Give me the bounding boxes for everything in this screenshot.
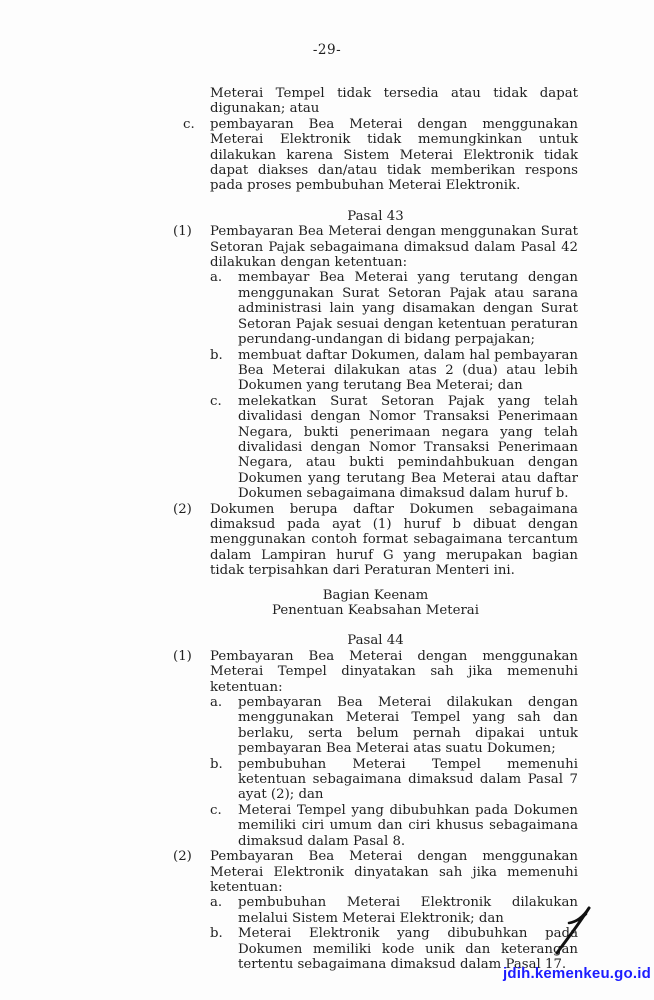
ayat-body	[210, 649, 578, 849]
ayat-text: Pembayaran Bea Meterai dengan menggunakan Surat Setoran Pajak sebagaimana dimaksud dalam Pasal 42 dilakukan dengan ketentuan:	[210, 224, 578, 271]
sub-item-text: Meterai Elektronik yang dibubuhkan pada Dokumen memiliki kode unik dan keterangan tertentu sebagaimana dimaksud dalam Pasal 17.	[238, 926, 578, 972]
sub-item-text: melekatkan Surat Setoran Pajak yang telah divalidasi dengan Nomor Transaksi Penerimaan Negara, bukti penerimaan negara yang telah divalidasi dengan Nomor Transaksi Penerimaan Negara, atau bukti pemindahbukuan dengan Dokumen yang terutang Bea Meterai atau daftar Dokumen sebagaimana dimaksud dalam huruf b.	[238, 393, 578, 502]
handwritten-paraf-icon	[549, 901, 597, 957]
ayat-row	[173, 849, 578, 972]
ayat-body	[210, 849, 578, 972]
ayat-number: (2)	[173, 849, 192, 865]
sub-item-label: c.	[210, 802, 222, 818]
list-item-label: c.	[183, 116, 195, 132]
sub-item-label: a.	[210, 270, 223, 286]
sub-item-text: membayar Bea Meterai yang terutang dengan menggunakan Surat Setoran Pajak atau sarana administrasi lain yang disamakan dengan Surat Setoran Pajak sesuai dengan ketentuan peraturan perundang-undangan di bidang perpajakan;	[238, 270, 578, 348]
ayat-row	[173, 224, 578, 501]
ayat-number: (2)	[173, 501, 192, 517]
sub-item-text: pembubuhan Meterai Tempel memenuhi ketentuan sebagaimana dimaksud dalam Pasal 7 ayat (2); dan	[238, 756, 578, 803]
pasal-44-heading: Pasal 44	[347, 633, 404, 649]
ayat-row	[173, 502, 578, 579]
sub-item-row	[210, 757, 578, 803]
jdih-watermark: jdih.kemenkeu.go.id	[503, 965, 651, 982]
sub-item-label: a.	[210, 695, 223, 711]
pasal-43-heading: Pasal 43	[347, 208, 404, 224]
sub-item-label: c.	[210, 393, 222, 409]
sub-item-row	[210, 895, 578, 926]
ayat-number: (1)	[173, 224, 192, 240]
sub-item-row	[210, 348, 578, 394]
ayat-text: Pembayaran Bea Meterai dengan menggunakan Meterai Tempel dinyatakan sah jika memenuhi ketentuan:	[210, 648, 578, 695]
ayat-body	[210, 224, 578, 501]
sub-item-row	[210, 695, 578, 757]
section-heading-line2: Penentuan Keabsahan Meterai	[272, 603, 479, 618]
sub-item-row	[210, 803, 578, 849]
section-heading-line1: Bagian Keenam	[322, 587, 429, 603]
sub-item-text: pembayaran Bea Meterai dilakukan dengan menggunakan Meterai Tempel yang sah dan berlaku, serta belum pernah dipakai untuk pembayaran Bea Meterai atas suatu Dokumen;	[238, 695, 578, 757]
sub-item-label: b.	[210, 756, 223, 772]
page-number: -29-	[312, 42, 342, 58]
list-item-text: pembayaran Bea Meterai dengan menggunakan Meterai Elektronik tidak memungkinkan untuk dilakukan karena Sistem Meterai Elektronik tidak dapat diakses dan/atau tidak memberikan respons pada proses pembubuhan Meterai Elektronik.	[210, 116, 578, 194]
sub-item-label: b.	[210, 926, 223, 942]
sub-item-row	[210, 394, 578, 502]
continuation-paragraph: Meterai Tempel tidak tersedia atau tidak dapat digunakan; atau	[210, 86, 578, 117]
ayat-row	[173, 649, 578, 849]
sub-item-text: membuat daftar Dokumen, dalam hal pembayaran Bea Meterai dilakukan atas 2 (dua) atau lebih Dokumen yang terutang Bea Meterai; dan	[238, 347, 578, 394]
sub-item-text: pembubuhan Meterai Elektronik dilakukan melalui Sistem Meterai Elektronik; dan	[238, 895, 578, 926]
sub-item-label: b.	[210, 347, 223, 363]
ayat-text: Pembayaran Bea Meterai dengan menggunakan Meterai Elektronik dinyatakan sah jika memenuhi ketentuan:	[210, 849, 578, 895]
ayat-number: (1)	[173, 648, 192, 664]
sub-item-label: a.	[210, 895, 223, 911]
sub-item-text: Meterai Tempel yang dibubuhkan pada Dokumen memiliki ciri umum dan ciri khusus sebagaimana dimaksud dalam Pasal 8.	[238, 802, 578, 849]
sub-item-row	[210, 270, 578, 347]
page-content	[173, 86, 578, 972]
ayat-text: Dokumen berupa daftar Dokumen sebagaimana dimaksud pada ayat (1) huruf b dibuat dengan menggunakan contoh format sebagaimana tercantum dalam Lampiran huruf G yang merupakan bagian tidak terpisahkan dari Peraturan Menteri ini.	[210, 501, 578, 579]
list-item-c	[173, 117, 578, 194]
